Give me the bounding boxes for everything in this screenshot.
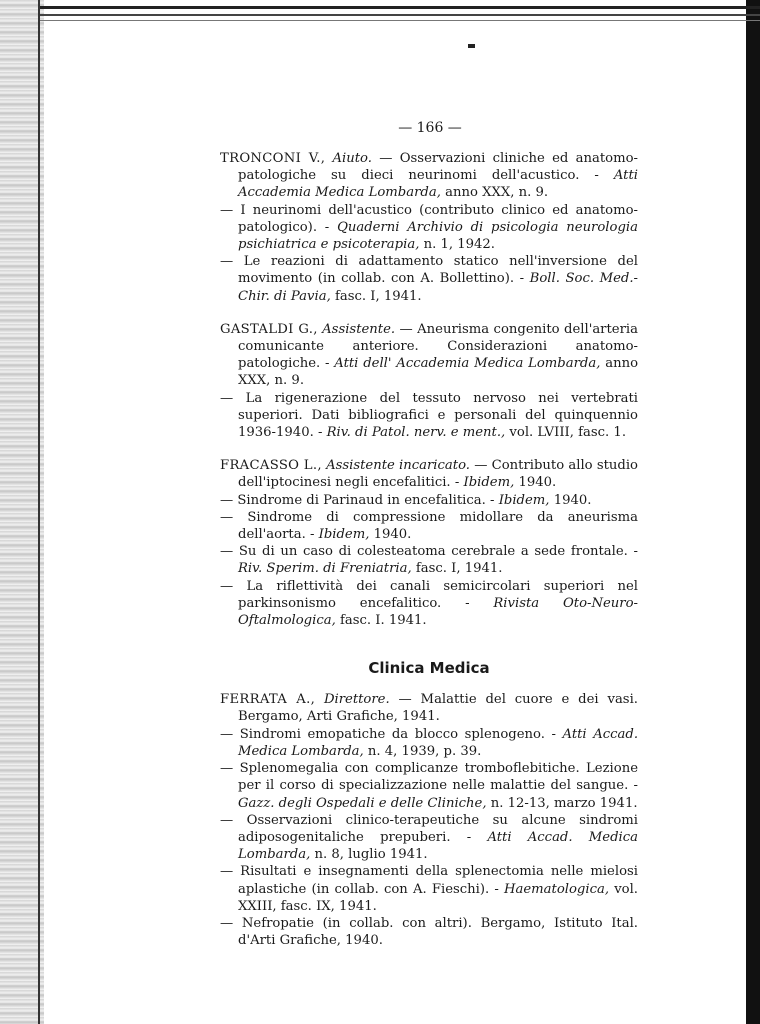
entry-text: — Sindrome di Parinaud in encefalitica. - <box>220 492 499 508</box>
page-number: — 166 — <box>398 120 462 136</box>
entry-text: — Sindrome di compressione midollare da aneurisma dell'aorta. - <box>220 509 638 543</box>
entry-tail: n. 12-13, marzo 1941. <box>486 795 638 811</box>
bibliography-entry <box>220 390 638 442</box>
bibliography-entry <box>220 509 638 543</box>
entry-source: Riv. di Patol. nerv. e ment., <box>326 425 506 441</box>
entry-tail: n. 8, luglio 1941. <box>310 847 428 863</box>
author-role: Assistente. <box>322 321 396 337</box>
entry-tail: 1940. <box>369 527 412 543</box>
bibliography-entry <box>220 812 638 864</box>
entry-text: — Risultati e insegnamenti della splenectomia nelle mielosi aplastiche (in collab. con A. Fieschi). - <box>220 864 638 897</box>
bibliography-entry <box>220 253 638 305</box>
scan-mark <box>468 44 475 48</box>
entry-text: — Le reazioni di adattamento statico nell'inversione del movimento (in collab. con A. Bollettino). - <box>220 254 638 287</box>
scan-right-bar <box>746 0 760 1024</box>
author-name: TRONCONI V., <box>220 151 326 166</box>
entry-text: — Osservazioni cliniche ed anatomo-patologiche su dieci neurinomi dell'acustico. - <box>238 151 638 184</box>
entry-tail: anno XXX, n. 9. <box>440 185 549 201</box>
author-name: FRACASSO L., <box>220 458 322 474</box>
bibliography-entry <box>220 578 638 630</box>
bibliography-entry <box>220 726 638 760</box>
entry-source: Atti dell' Accademia Medica Lombarda, <box>334 356 601 372</box>
entry-source: Boll. Soc. Med.-Chir. di Pavia, <box>238 271 639 304</box>
author-section <box>220 457 638 629</box>
bibliography-entry <box>220 492 638 509</box>
entry-text: — I neurinomi dell'acustico (contributo clinico ed anatomo-patologico). - <box>220 202 638 235</box>
entry-tail: 1940. <box>549 492 592 508</box>
bibliography-entry <box>220 150 638 202</box>
bibliography-entry <box>220 915 638 949</box>
bibliography-entry <box>220 691 638 725</box>
author-section <box>220 321 638 441</box>
scan-left-line <box>38 0 40 1024</box>
entry-tail: n. 1, 1942. <box>419 237 495 253</box>
entry-source: Atti Accademia Medica Lombarda, <box>238 168 638 201</box>
entry-text: — Splenomegalia con complicanze tromboflebitiche. Lezione per il corso di specializzazione nelle malattie del sangue. - <box>220 761 638 794</box>
entry-tail: vol. LVIII, fasc. 1. <box>505 425 627 441</box>
bibliography-entry <box>220 863 638 915</box>
bibliography-entry <box>220 321 638 390</box>
entry-source: Ibidem, <box>498 492 550 508</box>
author-name: FERRATA A., <box>220 692 316 708</box>
entry-source: Atti Accad. Medica Lombarda, <box>238 726 639 759</box>
bibliography <box>220 150 638 965</box>
entry-tail: vol. XXIII, fasc. IX, 1941. <box>238 881 638 914</box>
entry-text: — Su di un caso di colesteatoma cerebrale a sede frontale. - <box>220 544 638 560</box>
entry-text: — La riflettività dei canali semicircolari superiori nel parkinsonismo encefalitico. - <box>220 578 638 611</box>
entry-text: — Sindromi emopatiche da blocco splenogeno. - <box>220 726 563 742</box>
clinica-section <box>220 691 638 949</box>
entry-text: — Osservazioni clinico-terapeutiche su alcune sindromi adiposogenitaliche prepuberi. - <box>220 812 638 845</box>
entry-text: — Malattie del cuore e dei vasi. Bergamo, Arti Grafiche, 1941. <box>238 692 638 725</box>
entry-source: Quaderni Archivio di psicologia neurologia psichiatrica e psicoterapia, <box>238 219 638 253</box>
entry-text: — Contributo allo studio dell'iptocinesi negli encefalitici. - <box>238 458 638 491</box>
author-name: GASTALDI G., <box>220 321 318 337</box>
section-heading: Clinica Medica <box>368 659 490 678</box>
author-role: Aiuto. <box>332 151 372 166</box>
entry-text: — Nefropatie (in collab. con altri). Bergamo, Istituto Ital. d'Arti Grafiche, 1940. <box>220 915 638 949</box>
entry-source: Ibidem, <box>318 527 370 543</box>
bibliography-entry <box>220 457 638 491</box>
bibliography-entry <box>220 543 638 577</box>
entry-tail: fasc. I. 1941. <box>335 613 427 629</box>
entry-text: — La rigenerazione del tessuto nervoso nei vertebrati superiori. Dati bibliografici e personali del quinquennio 1936-1940. - <box>220 390 638 441</box>
scan-top-rule <box>40 20 760 21</box>
entry-tail: 1940. <box>514 475 557 491</box>
author-role: Direttore. <box>323 692 390 708</box>
entry-source: Haematologica, <box>504 881 610 897</box>
entry-source: Atti Accad. Medica Lombarda, <box>238 829 639 863</box>
entry-source: Riv. Sperim. di Freniatria, <box>238 561 412 577</box>
entry-text: — Aneurisma congenito dell'arteria comunicante anteriore. Considerazioni anatomo-patologiche. - <box>238 321 638 372</box>
bibliography-entry <box>220 202 638 254</box>
entry-tail: fasc. I, 1941. <box>411 561 503 577</box>
entry-source: Ibidem, <box>463 475 515 491</box>
scan-top-rule <box>40 14 760 16</box>
author-role: Assistente incaricato. <box>326 458 470 474</box>
entry-source: Rivista Oto-Neuro-Oftalmologica, <box>238 595 638 629</box>
entry-source: Gazz. degli Ospedali e delle Cliniche, <box>238 795 487 811</box>
entry-tail: n. 4, 1939, p. 39. <box>363 743 482 759</box>
entry-tail: anno XXX, n. 9. <box>238 356 639 389</box>
entry-tail: fasc. I, 1941. <box>330 288 422 304</box>
scan-top-rule <box>40 6 760 9</box>
bibliography-entry <box>220 760 638 812</box>
sections-container <box>220 150 638 629</box>
author-section <box>220 150 638 305</box>
